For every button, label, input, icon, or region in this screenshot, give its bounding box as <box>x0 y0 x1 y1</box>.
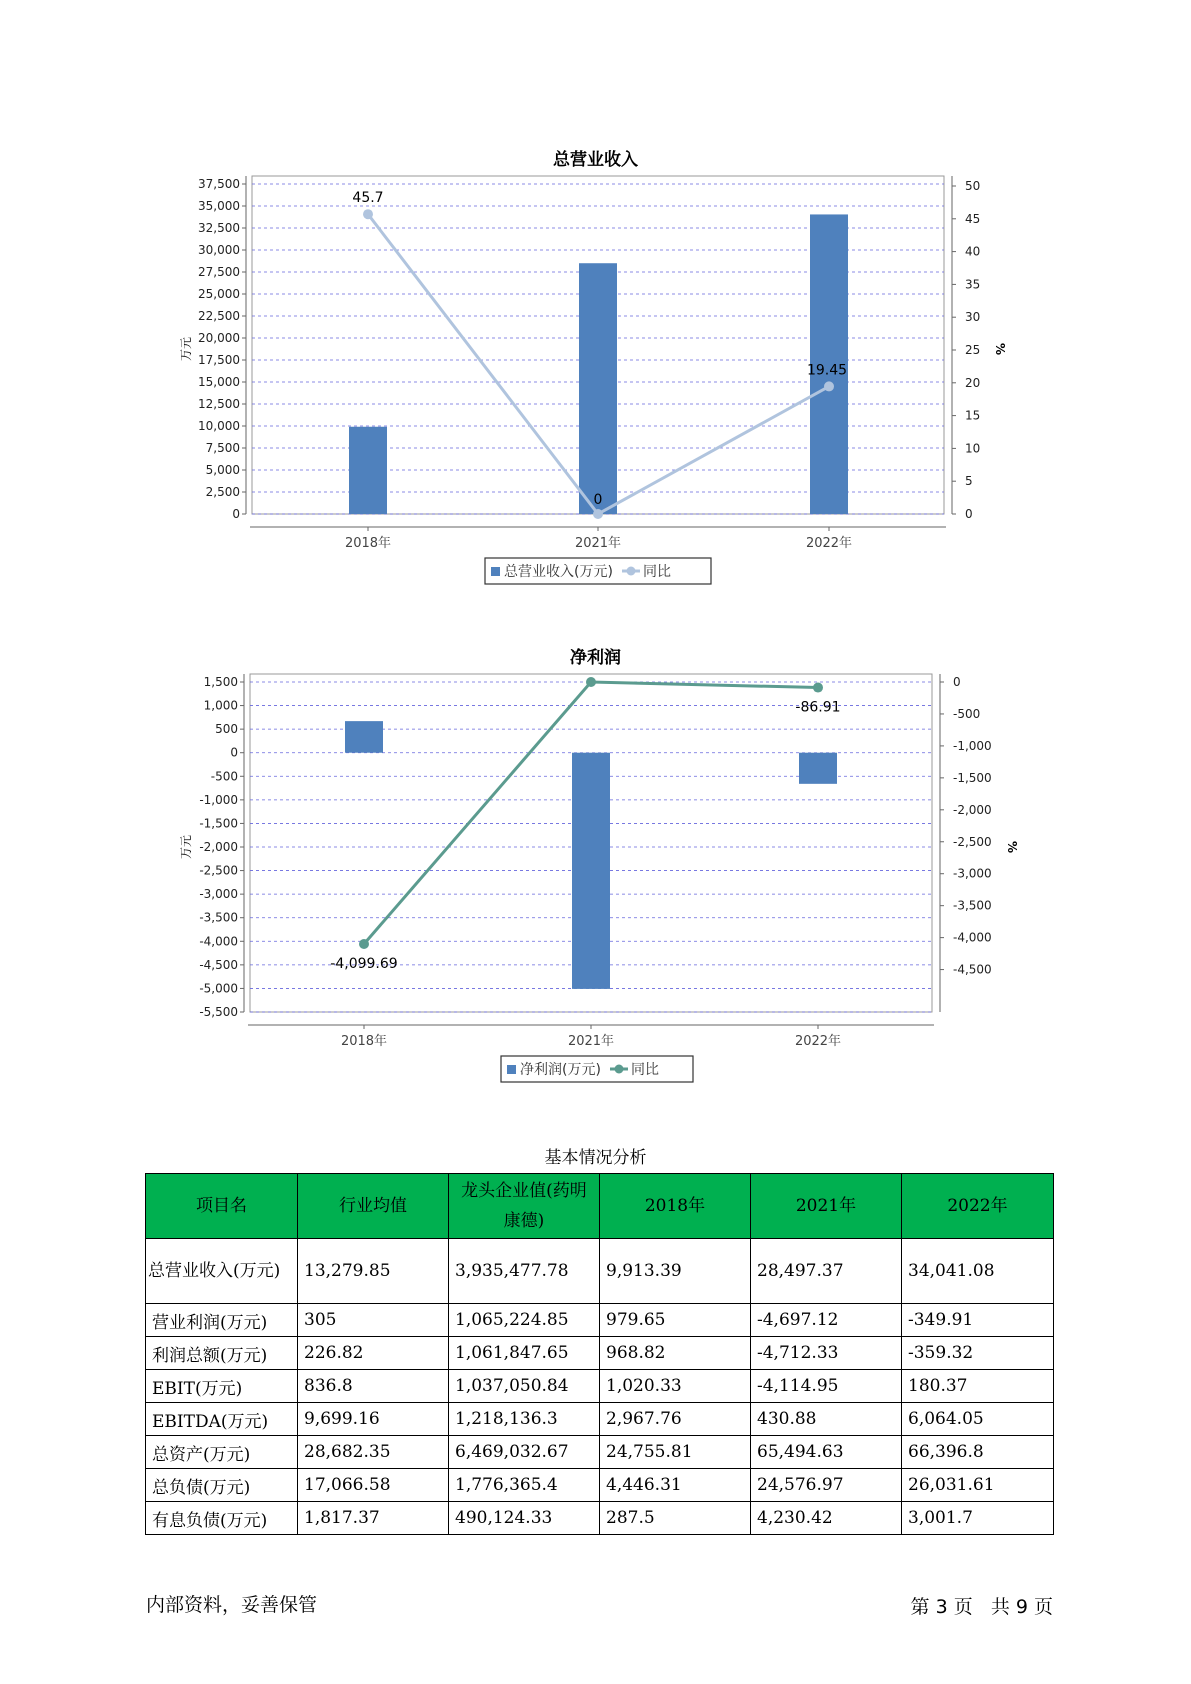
y-tick-label: 25,000 <box>198 287 240 301</box>
x-tick-label: 2021年 <box>567 1034 615 1049</box>
value-cell: 287.5 <box>600 1502 751 1535</box>
y-tick-label: 35,000 <box>198 199 240 213</box>
value-cell: 28,497.37 <box>751 1239 902 1304</box>
y2-axis-label: % <box>1005 840 1019 854</box>
value-cell: 1,817.37 <box>298 1502 449 1535</box>
y-tick-label: 30,000 <box>198 243 240 257</box>
row-label-cell: 利润总额(万元) <box>146 1337 298 1370</box>
row-label-cell: EBITDA(万元) <box>146 1403 298 1436</box>
value-cell: 17,066.58 <box>298 1469 449 1502</box>
y-tick-label: 0 <box>232 507 240 521</box>
value-cell: 4,446.31 <box>600 1469 751 1502</box>
value-cell: -4,697.12 <box>751 1304 902 1337</box>
revenue-chart <box>0 170 1191 590</box>
row-label-cell: 营业利润(万元) <box>146 1304 298 1337</box>
bar <box>349 427 387 514</box>
bar <box>572 753 610 989</box>
header-industry-average: 行业均值 <box>298 1174 449 1239</box>
bar <box>345 721 383 753</box>
basic-analysis-table <box>145 1173 1054 1535</box>
y-tick-label: -4,500 <box>199 957 238 972</box>
value-cell: 1,037,050.84 <box>449 1370 600 1403</box>
y2-tick-label: 25 <box>965 343 981 357</box>
y-tick-label: -5,000 <box>199 981 238 996</box>
y-tick-label: 32,500 <box>198 221 240 235</box>
value-cell: 28,682.35 <box>298 1436 449 1469</box>
y2-tick-label: 10 <box>965 441 981 456</box>
y2-tick-label: 45 <box>965 211 981 226</box>
y2-tick-label: 15 <box>965 408 981 423</box>
value-cell: -4,712.33 <box>751 1337 902 1370</box>
y-tick-label: 12,500 <box>198 397 240 411</box>
y-tick-label: 22,500 <box>198 309 240 323</box>
row-label-cell: 总资产(万元) <box>146 1436 298 1469</box>
y2-tick-label: -4,000 <box>953 930 992 945</box>
y-tick-label: 37,500 <box>198 177 240 191</box>
value-cell: -349.91 <box>902 1304 1054 1337</box>
legend-bar-label: 净利润(万元) <box>520 1062 601 1078</box>
y2-tick-label: 30 <box>965 310 981 325</box>
y-tick-label: -1,500 <box>199 816 238 831</box>
table-row <box>146 1337 1054 1370</box>
data-label: -86.91 <box>795 699 841 716</box>
value-cell: 6,469,032.67 <box>449 1436 600 1469</box>
row-label-cell: 总营业收入(万元) <box>146 1239 298 1304</box>
header-item-name: 项目名 <box>146 1174 298 1239</box>
x-tick-label: 2022年 <box>805 536 853 551</box>
value-cell: -359.32 <box>902 1337 1054 1370</box>
y2-tick-label: 35 <box>965 277 981 292</box>
value-cell: 305 <box>298 1304 449 1337</box>
legend-line-marker <box>615 1065 624 1074</box>
y-tick-label: -5,500 <box>199 1005 238 1019</box>
value-cell: 1,776,365.4 <box>449 1469 600 1502</box>
y-tick-label: 500 <box>215 722 238 737</box>
y-tick-label: 15,000 <box>198 375 240 389</box>
y-tick-label: 17,500 <box>198 353 240 367</box>
y2-tick-label: 50 <box>965 179 981 193</box>
x-tick-label: 2022年 <box>794 1034 842 1049</box>
value-cell: 968.82 <box>600 1337 751 1370</box>
value-cell: 836.8 <box>298 1370 449 1403</box>
value-cell: -4,114.95 <box>751 1370 902 1403</box>
data-label: 19.45 <box>806 362 848 379</box>
y-tick-label: 20,000 <box>198 331 240 345</box>
y2-tick-label: -4,500 <box>953 962 992 977</box>
data-label: -4,099.69 <box>330 955 398 972</box>
value-cell: 34,041.08 <box>902 1239 1054 1304</box>
header-2018: 2018年 <box>600 1174 751 1239</box>
table-header-row <box>146 1174 1054 1239</box>
row-label-cell: EBIT(万元) <box>146 1370 298 1403</box>
y-tick-label: 1,500 <box>203 675 238 689</box>
y2-tick-label: -3,500 <box>953 898 992 913</box>
value-cell: 180.37 <box>902 1370 1054 1403</box>
x-tick-label: 2018年 <box>340 1034 388 1049</box>
legend-line-label: 同比 <box>631 1062 659 1078</box>
y2-tick-label: 5 <box>965 474 973 489</box>
chart-title-net-profit: 净利润 <box>570 648 621 668</box>
bar <box>579 263 617 514</box>
table-title: 基本情况分析 <box>544 1148 647 1168</box>
row-label-cell: 有息负债(万元) <box>146 1502 298 1535</box>
bar <box>799 753 837 784</box>
y-axis-label: 万元 <box>179 336 193 362</box>
line-point <box>359 939 369 949</box>
y2-tick-label: -500 <box>953 706 981 721</box>
value-cell: 24,755.81 <box>600 1436 751 1469</box>
y2-tick-label: -3,000 <box>953 866 992 881</box>
y-tick-label: 27,500 <box>198 265 240 279</box>
value-cell: 65,494.63 <box>751 1436 902 1469</box>
value-cell: 66,396.8 <box>902 1436 1054 1469</box>
line-point <box>586 677 596 687</box>
y2-tick-label: -2,500 <box>953 834 992 849</box>
y2-tick-label: -1,000 <box>953 738 992 753</box>
value-cell: 6,064.05 <box>902 1403 1054 1436</box>
chart-title-revenue: 总营业收入 <box>553 150 638 170</box>
data-label: 45.7 <box>352 190 384 207</box>
legend-line-marker <box>627 567 636 576</box>
y2-tick-label: 0 <box>965 507 973 521</box>
y-tick-label: -1,000 <box>199 792 238 807</box>
value-cell: 3,935,477.78 <box>449 1239 600 1304</box>
net-profit-chart <box>0 668 1191 1088</box>
y-tick-label: 1,000 <box>203 698 238 713</box>
y-tick-label: -4,000 <box>199 934 238 949</box>
table-row <box>146 1403 1054 1436</box>
y-tick-label: 5,000 <box>205 463 240 477</box>
table-row <box>146 1239 1054 1304</box>
footer-confidential-note: 内部资料，妥善保管 <box>146 1594 318 1616</box>
value-cell: 490,124.33 <box>449 1502 600 1535</box>
legend-bar-swatch <box>507 1065 516 1074</box>
y2-tick-label: -2,000 <box>953 802 992 817</box>
header-2021: 2021年 <box>751 1174 902 1239</box>
y-tick-label: -2,500 <box>199 863 238 878</box>
y2-tick-label: 40 <box>965 244 981 259</box>
table-row <box>146 1502 1054 1535</box>
y-tick-label: 0 <box>230 745 238 760</box>
y-tick-label: -3,000 <box>199 887 238 902</box>
y-tick-label: 2,500 <box>205 485 240 499</box>
legend-bar-label: 总营业收入(万元) <box>504 564 613 580</box>
y2-tick-label: 0 <box>953 675 961 689</box>
value-cell: 2,967.76 <box>600 1403 751 1436</box>
x-tick-label: 2021年 <box>574 536 622 551</box>
table-row <box>146 1304 1054 1337</box>
data-label: 0 <box>593 492 603 508</box>
x-tick-label: 2018年 <box>344 536 392 551</box>
row-label-cell: 总负债(万元) <box>146 1469 298 1502</box>
y-tick-label: 7,500 <box>205 441 240 455</box>
header-2022: 2022年 <box>902 1174 1054 1239</box>
value-cell: 9,699.16 <box>298 1403 449 1436</box>
value-cell: 4,230.42 <box>751 1502 902 1535</box>
table-row <box>146 1436 1054 1469</box>
y2-axis-label: % <box>993 342 1007 356</box>
value-cell: 3,001.7 <box>902 1502 1054 1535</box>
table-row <box>146 1469 1054 1502</box>
value-cell: 1,065,224.85 <box>449 1304 600 1337</box>
legend-line-label: 同比 <box>643 564 671 580</box>
value-cell: 13,279.85 <box>298 1239 449 1304</box>
y-axis-label: 万元 <box>179 834 193 860</box>
value-cell: 26,031.61 <box>902 1469 1054 1502</box>
value-cell: 9,913.39 <box>600 1239 751 1304</box>
y2-tick-label: -1,500 <box>953 770 992 785</box>
value-cell: 24,576.97 <box>751 1469 902 1502</box>
value-cell: 430.88 <box>751 1403 902 1436</box>
footer-page-number: 第 3 页 共 9 页 <box>910 1596 1053 1618</box>
value-cell: 1,218,136.3 <box>449 1403 600 1436</box>
y-tick-label: -2,000 <box>199 840 238 854</box>
y-tick-label: 10,000 <box>198 419 240 433</box>
y2-tick-label: 20 <box>965 375 981 390</box>
line-point <box>593 509 603 519</box>
y-tick-label: -3,500 <box>199 910 238 925</box>
legend-bar-swatch <box>491 567 500 576</box>
value-cell: 1,020.33 <box>600 1370 751 1403</box>
table-row <box>146 1370 1054 1403</box>
line-point <box>813 683 823 693</box>
line-point <box>363 209 373 219</box>
header-leader-value: 龙头企业值(药明康德) <box>449 1174 600 1239</box>
value-cell: 979.65 <box>600 1304 751 1337</box>
y-tick-label: -500 <box>210 769 238 784</box>
value-cell: 1,061,847.65 <box>449 1337 600 1370</box>
value-cell: 226.82 <box>298 1337 449 1370</box>
line-point <box>824 381 834 391</box>
